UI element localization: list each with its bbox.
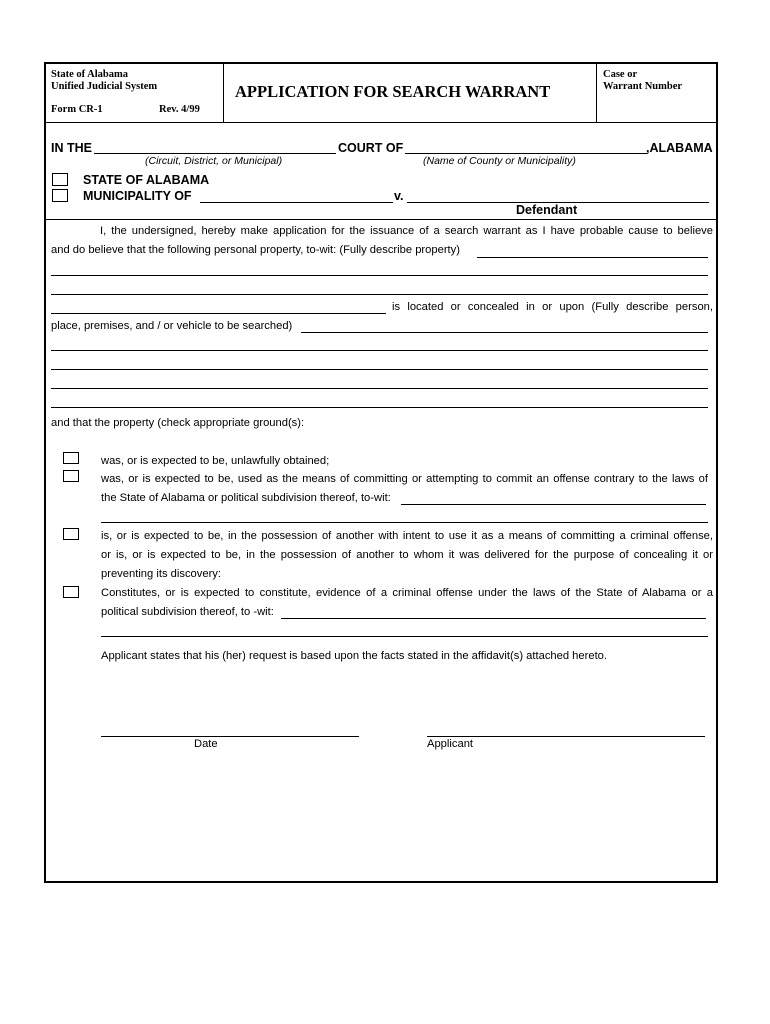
revision: Rev. 4/99 [159,104,200,115]
ground-4-line-1: Constitutes, or is expected to constitute, evidence of a criminal offense under the laws of the State of Alabama or a [101,587,713,599]
ground-2-field-1[interactable] [401,504,706,505]
ground-4-checkbox[interactable] [63,586,79,598]
ground-4-field-2[interactable] [101,636,708,637]
municipality-checkbox[interactable] [52,189,68,202]
affidavit-statement: Applicant states that his (her) request is based upon the facts stated in the affidavit(s) attached hereto. [101,650,608,662]
state-label: State of Alabama [51,69,128,80]
ground-3-line-2: or is, or is expected to be, in the possession of another to whom it was delivered for the purpose of concealing it or [101,549,713,561]
intro-line-1: I, the undersigned, hereby make application for the issuance of a search warrant as I have probable cause to believe [100,225,713,237]
intro-line-2: and do believe that the following personal property, to-wit: (Fully describe property) [51,244,460,256]
ground-1-text: was, or is expected to be, unlawfully obtained; [101,455,330,467]
property-field-4[interactable] [51,313,386,314]
court-of-label: COURT OF [338,141,404,155]
ground-1-checkbox[interactable] [63,452,79,464]
ground-3-checkbox[interactable] [63,528,79,540]
municipality-label: MUNICIPALITY OF [83,189,192,203]
date-label: Date [194,738,218,750]
versus-label: v. [394,189,404,203]
ground-2-checkbox[interactable] [63,470,79,482]
ground-3-line-1: is, or is expected to be, in the possession of another with intent to use it as a means of committing a criminal offense, [101,530,713,542]
system-label: Unified Judicial System [51,81,158,92]
grounds-intro: and that the property (check appropriate ground(s): [51,417,305,429]
applicant-label: Applicant [427,738,474,750]
section-divider [44,219,718,220]
property-field-1[interactable] [477,257,708,258]
ground-4-line-2: political subdivision thereof, to -wit: [101,606,274,618]
form-number: Form CR-1 [51,104,103,115]
municipality-field[interactable] [200,202,393,203]
place-line: place, premises, and / or vehicle to be searched) [51,320,293,332]
ground-2-field-2[interactable] [101,522,708,523]
defendant-label: Defendant [516,203,578,217]
ground-2-line-2: the State of Alabama or political subdivision thereof, to-wit: [101,492,391,504]
court-type-hint: (Circuit, District, or Municipal) [145,155,283,167]
place-field-5[interactable] [51,407,708,408]
state-of-alabama-label: STATE OF ALABAMA [83,173,210,187]
court-type-field[interactable] [94,153,336,154]
case-label-1: Case or [603,69,638,80]
place-field-1[interactable] [301,332,708,333]
page-title: APPLICATION FOR SEARCH WARRANT [235,82,551,101]
place-field-3[interactable] [51,369,708,370]
located-line: is located or concealed in or upon (Fully describe person, [392,301,713,313]
county-hint: (Name of County or Municipality) [423,155,576,167]
state-checkbox[interactable] [52,173,68,186]
place-field-4[interactable] [51,388,708,389]
ground-2-line-1: was, or is expected to be, used as the means of committing or attempting to commit an offense contrary to the laws of [101,473,708,485]
property-field-3[interactable] [51,294,708,295]
date-field[interactable] [101,736,359,737]
property-field-2[interactable] [51,275,708,276]
place-field-2[interactable] [51,350,708,351]
applicant-signature-field[interactable] [427,736,705,737]
county-field[interactable] [405,153,647,154]
ground-4-field-1[interactable] [281,618,706,619]
case-label-2: Warrant Number [603,81,683,92]
ground-3-line-3: preventing its discovery: [101,568,222,580]
alabama-label: ,ALABAMA [646,141,713,155]
in-the-label: IN THE [51,141,92,155]
